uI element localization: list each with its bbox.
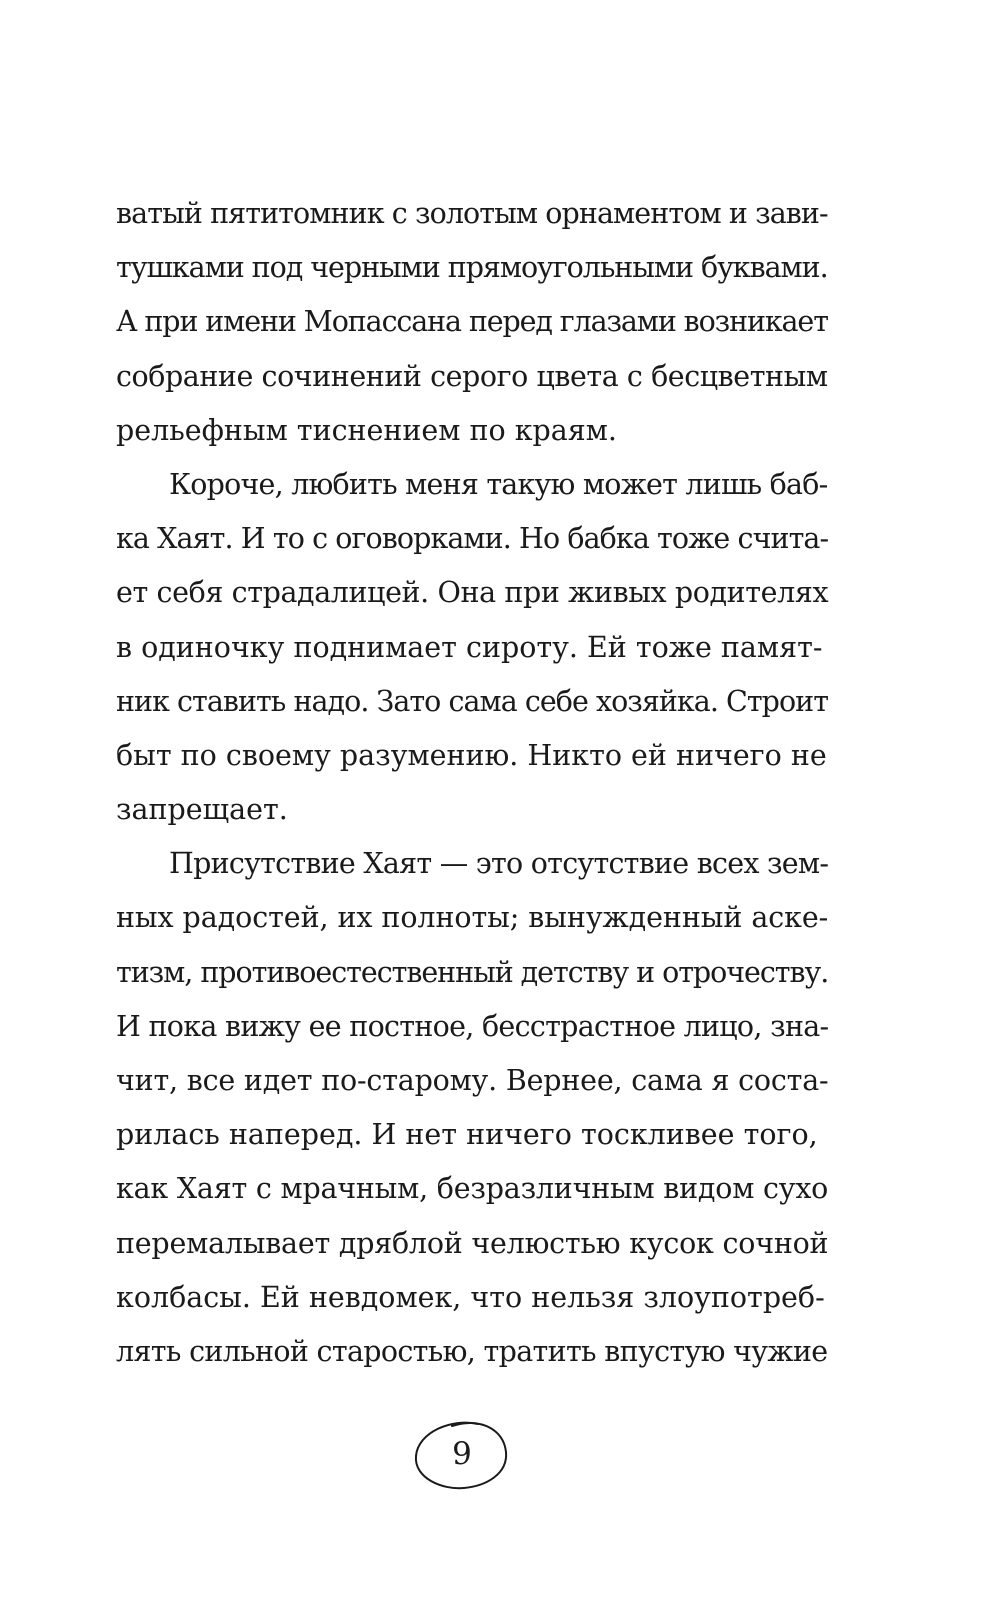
- text-line: рилась наперед. И нет ничего тоскливее того,: [116, 1118, 818, 1152]
- text-line: собрание сочинений серого цвета с бесцветным: [116, 359, 828, 393]
- text-line: ных радостей, их полноты; вынужденный аске-: [116, 901, 829, 935]
- text-line: быт по своему разумению. Никто ей ничего не: [116, 738, 827, 772]
- text-line: запрещает.: [116, 793, 288, 827]
- text-line: ка Хаят. И то с оговорками. Но бабка тоже счита-: [116, 522, 829, 556]
- text-line: А при имени Мопассана перед глазами возникает: [116, 305, 828, 339]
- paragraph-first-line: Присутствие Хаят — это отсутствие всех зем-: [169, 847, 829, 881]
- body-text: [116, 187, 828, 1379]
- text-line: перемалывает дряблой челюстью кусок сочной: [116, 1226, 829, 1260]
- text-line: колбасы. Ей невдомек, что нельзя злоупотреб-: [116, 1280, 825, 1314]
- text-line: ватый пятитомник с золотым орнаментом и зави-: [116, 197, 828, 230]
- text-line: рельефным тиснением по краям.: [116, 413, 617, 447]
- paragraph-first-line: Короче, любить меня такую может лишь баб-: [169, 467, 828, 501]
- text-line: тушками под черными прямоугольными буквами.: [116, 251, 828, 285]
- text-line: как Хаят с мрачным, безразличным видом сухо: [116, 1172, 829, 1206]
- page-number: 9: [452, 1436, 472, 1472]
- text-line: ет себя страдалицей. Она при живых родителях: [116, 576, 829, 610]
- text-line: чит, все идет по-старому. Вернее, сама я соста-: [116, 1064, 829, 1097]
- page-number-badge: [412, 1418, 512, 1492]
- text-line: ник ставить надо. Зато сама себе хозяйка. Строит: [116, 684, 829, 718]
- text-line: И пока вижу ее постное, бесстрастное лицо, зна-: [116, 1009, 829, 1043]
- text-line: тизм, противоестественный детству и отрочеству.: [116, 955, 829, 989]
- text-line: лять сильной старостью, тратить впустую чужие: [116, 1334, 828, 1368]
- text-line: в одиночку поднимает сироту. Ей тоже памят-: [116, 630, 823, 664]
